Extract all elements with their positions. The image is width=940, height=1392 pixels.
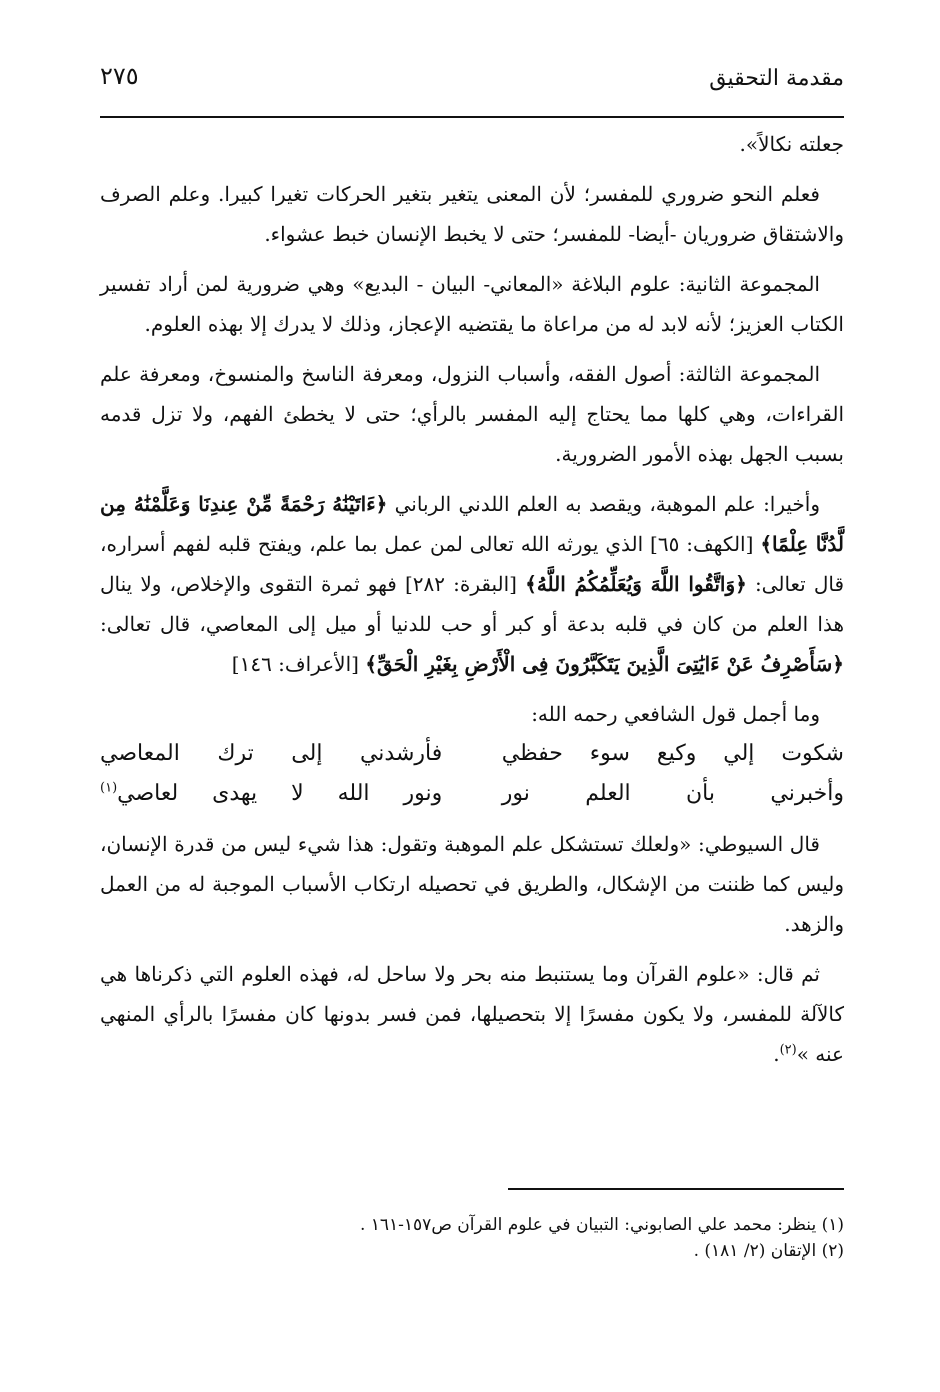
quran-verse-baqarah: ﴿وَاتَّقُوا اللَّهَ وَيُعَلِّمُكُمُ اللَّهُ﴾ [525, 572, 747, 596]
quran-verse-kahf: ﴿ءَاتَيْنَٰهُ رَحْمَةً مِّنْ عِندِنَا وَعَلَّمْنَٰهُ مِن لَّدُنَّا عِلْمًا﴾ [100, 492, 844, 556]
body-text [100, 124, 844, 1084]
footnote-list [100, 1212, 844, 1264]
paragraph-7: قال السيوطي: «ولعلك تستشكل علم الموهبة وتقول: هذا شيء ليس من قدرة الإنسان، وليس كما ظننت من الإشكال، والطريق في تحصيله ارتكاب الأسباب الموجبة له من العمل والزهد. [100, 832, 844, 936]
paragraph-5-text-c: [البقرة: ٢٨٢] فهو ثمرة التقوى والإخلاص، ولا ينال هذا العلم من كان في قلبه بدعة أو كبر أو حب للدنيا أو ميل إلى المعاصي، قال تعالى: [100, 572, 844, 636]
poem [100, 734, 844, 814]
paragraph-5-text-a: وأخيرا: علم الموهبة، ويقصد به العلم اللدني الرباني [394, 492, 821, 516]
paragraph-8 [100, 954, 844, 1074]
poem-line-2-second-hemistich [100, 774, 442, 814]
poem-line-1-first-hemistich: شكوت إلي وكيع سوء حفظي [501, 741, 844, 766]
paragraph-5-text-b: [الكهف: ٦٥] الذي يورثه الله تعالى لمن عمل بما علم، ويفتح قلبه لفهم أسراره، قال تعالى: [100, 532, 845, 596]
paragraph-3: المجموعة الثانية: علوم البلاغة «المعاني- البيان - البديع» وهي ضرورية لمن أراد تفسير الكتاب العزيز؛ لأنه لابد له من مراعاة ما يقتضيه الإعجاز، وذلك لا يدرك إلا بهذه العلوم. [100, 272, 844, 336]
paragraph-5-citation: [الأعراف: ١٤٦] [231, 652, 359, 676]
poem-line-1 [100, 734, 844, 774]
paragraph-8-text: ثم قال: «علوم القرآن وما يستنبط منه بحر ولا ساحل له، فهذه العلوم التي ذكرناها هي كالآلة للمفسر، ولا يكون مفسرًا إلا بتحصيلها، فمن فسر بدونها كان مفسرًا بالرأي المنهي عنه » [100, 962, 844, 1066]
paragraph-4: المجموعة الثالثة: أصول الفقه، وأسباب النزول، ومعرفة الناسخ والمنسوخ، ومعرفة علم القراءات، وهي كلها مما يحتاج إليه المفسر بالرأي؛ حتى لا يخطئ الفهم، ولا تزل قدمه بسبب الجهل بهذه الأمور الضرورية. [100, 362, 844, 466]
paragraph-8-end: . [773, 1042, 780, 1066]
poem-line-2 [100, 774, 844, 814]
footnote-1: (١) ينظر: محمد علي الصابوني: التبيان في علوم القرآن ص١٥٧-١٦١ . [359, 1215, 844, 1235]
running-title: مقدمة التحقيق [709, 66, 844, 91]
page-header [100, 56, 844, 118]
footnote-2: (٢) الإتقان (٢/ ١٨١) . [693, 1241, 844, 1261]
paragraph-2: فعلم النحو ضروري للمفسر؛ لأن المعنى يتغير بتغير الحركات تغيرا كبيرا. وعلم الصرف والاشتقاق ضروريان -أيضا- للمفسر؛ حتى لا يخبط الإنسان خبط عشواء. [100, 182, 844, 246]
footnote-ref-2: (٢) [779, 1042, 797, 1058]
paragraph-5 [100, 484, 844, 684]
paragraph-6: وما أجمل قول الشافعي رحمه الله: [531, 702, 820, 726]
page-number: ٢٧٥ [100, 62, 139, 90]
quran-verse-araf: ﴿سَأَصْرِفُ عَنْ ءَايَٰتِىَ الَّذِينَ يَتَكَبَّرُونَ فِى الْأَرْضِ بِغَيْرِ الْحَقِّ﴾ [365, 652, 844, 676]
poem-line-2-first-hemistich: وأخبرني بأن العلم نور [501, 781, 844, 806]
poem-line-2-second-hemistich-text: ونور الله لا يهدى لعاصي [117, 781, 443, 806]
footnote-ref-1: (١) [100, 780, 118, 796]
paragraph-1: جعلته نكالاً». [739, 132, 844, 156]
footnote-separator [508, 1188, 844, 1190]
poem-line-1-second-hemistich: فأرشدني إلى ترك المعاصي [100, 741, 443, 766]
